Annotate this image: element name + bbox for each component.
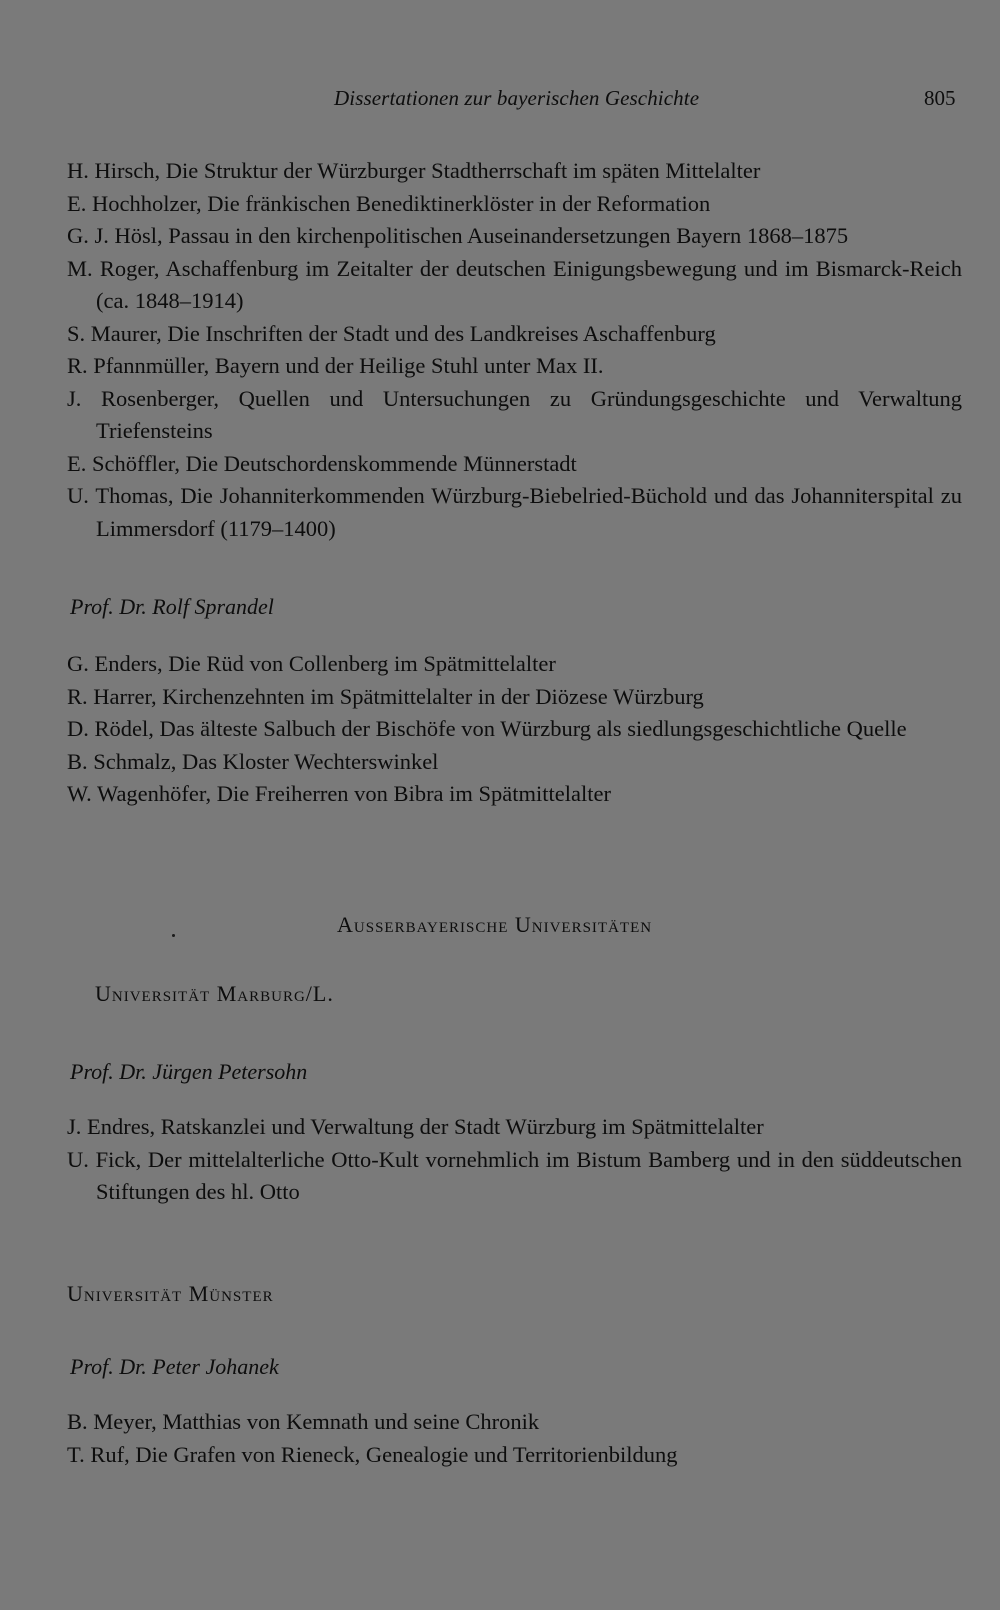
dissertation-list-sprandel	[67, 648, 962, 811]
list-item: H. Hirsch, Die Struktur der Würzburger Stadtherrschaft im späten Mittelalter	[67, 158, 761, 183]
list-item: G. J. Hösl, Passau in den kirchenpolitischen Auseinandersetzungen Bayern 1868–1875	[67, 223, 849, 248]
list-item: J. Endres, Ratskanzlei und Verwaltung der Stadt Würzburg im Spätmittelalter	[67, 1114, 764, 1139]
university-heading-muenster: Universität Münster	[67, 1281, 274, 1306]
list-item: R. Harrer, Kirchenzehnten im Spätmittelalter in der Diözese Würzburg	[67, 683, 704, 709]
list-item: E. Schöffler, Die Deutschordenskommende Münnerstadt	[67, 450, 577, 476]
running-header	[0, 86, 1000, 118]
list-item: U. Thomas, Die Johanniterkommenden Würzburg-Biebelried-Büchold und das Johanniterspital zu Limmersdorf (1179–1400)	[67, 483, 962, 541]
list-item: U. Fick, Der mittelalterliche Otto-Kult vornehmlich im Bistum Bamberg und in den süddeutschen Stiftungen des hl. Otto	[67, 1146, 962, 1204]
professor-heading-sprandel: Prof. Dr. Rolf Sprandel	[70, 594, 274, 619]
list-item: G. Enders, Die Rüd von Collenberg im Spätmittelalter	[67, 651, 556, 676]
page-number: 805	[924, 86, 956, 110]
list-item: B. Meyer, Matthias von Kemnath und seine Chronik	[67, 1409, 540, 1434]
dissertation-list-bavarian	[67, 155, 962, 545]
dissertation-list-marburg	[67, 1111, 962, 1209]
list-item: T. Ruf, Die Grafen von Rieneck, Genealogie und Territorienbildung	[67, 1441, 678, 1467]
section-heading-ausserbayerische: Ausserbayerische Universitäten	[337, 912, 653, 937]
list-item: B. Schmalz, Das Kloster Wechterswinkel	[67, 748, 439, 774]
list-item: J. Rosenberger, Quellen und Untersuchungen zu Gründungsgeschichte und Verwaltung Triefensteins	[67, 385, 962, 443]
professor-heading-petersohn: Prof. Dr. Jürgen Petersohn	[70, 1059, 308, 1084]
dissertation-list-muenster	[67, 1406, 962, 1471]
university-heading-marburg: Universität Marburg/L.	[95, 981, 334, 1006]
professor-heading-johanek: Prof. Dr. Peter Johanek	[70, 1354, 279, 1379]
list-item: E. Hochholzer, Die fränkischen Benediktinerklöster in der Reformation	[67, 190, 711, 216]
list-item: R. Pfannmüller, Bayern und der Heilige Stuhl unter Max II.	[67, 353, 604, 378]
running-title: Dissertationen zur bayerischen Geschichte	[334, 86, 700, 110]
stray-dot-mark	[172, 934, 175, 937]
list-item: S. Maurer, Die Inschriften der Stadt und des Landkreises Aschaffenburg	[67, 320, 716, 346]
list-item: W. Wagenhöfer, Die Freiherren von Bibra im Spätmittelalter	[67, 781, 612, 806]
list-item: D. Rödel, Das älteste Salbuch der Bischöfe von Würzburg als siedlungsgeschichtliche Quelle	[67, 716, 907, 741]
list-item: M. Roger, Aschaffenburg im Zeitalter der deutschen Einigungsbewegung und im Bismarck-Reich (ca. 1848–1914)	[67, 255, 962, 313]
